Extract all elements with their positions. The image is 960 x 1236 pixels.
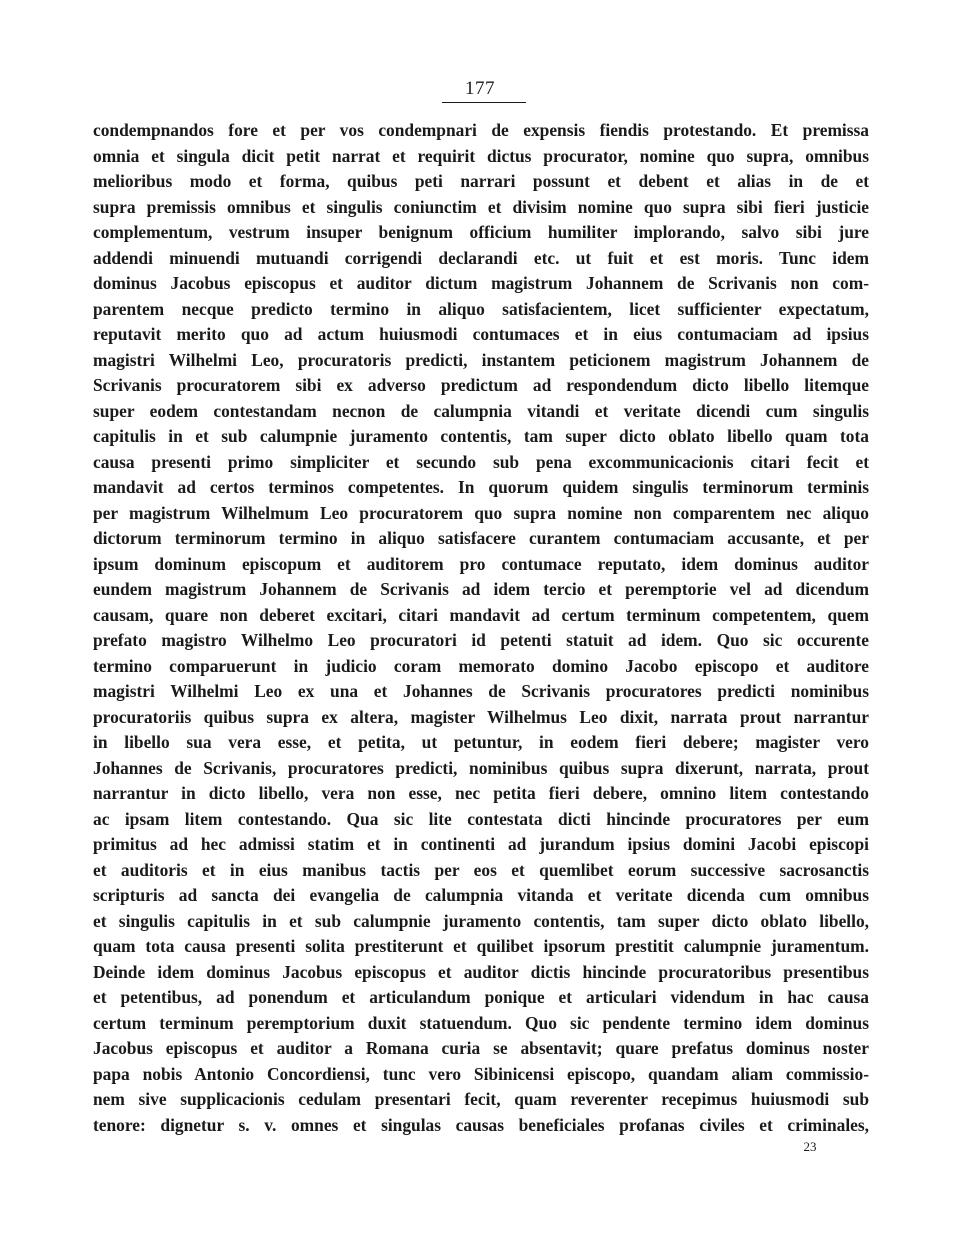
text-line: nem sive supplicacionis cedulam presentari fecit, quam reverenter recepimus huiusmodi sub	[93, 1089, 869, 1109]
text-line: procuratoriis quibus supra ex altera, magister Wilhelmus Leo dixit, narrata prout narrantur	[93, 706, 869, 727]
text-line: termino comparuerunt in judicio coram memorato domino Jacobo episcopo et auditore	[93, 655, 869, 676]
text-line: ipsum dominum episcopum et auditorem pro contumace reputato, idem dominus auditor	[93, 553, 869, 574]
text-line: primitus ad hec admissi statim et in continenti ad jurandum ipsius domini Jacobi episcopi	[93, 834, 869, 854]
body-text	[93, 118, 869, 1138]
text-line: et singulis capitulis in et sub calumpnie juramento contentis, tam super dicto oblato libello,	[93, 910, 869, 931]
text-line: capitulis in et sub calumpnie juramento contentis, tam super dicto oblato libello quam tota	[93, 426, 869, 446]
text-line: et petentibus, ad ponendum et articulandum ponique et articulari videndum in hac causa	[93, 987, 869, 1007]
text-line: Deinde idem dominus Jacobus episcopus et auditor dictis hincinde procuratoribus presentibus	[93, 961, 869, 982]
text-line: Jacobus episcopus et auditor a Romana curia se absentavit; quare prefatus dominus noster	[93, 1038, 869, 1058]
text-line: mandavit ad certos terminos competentes. In quorum quidem singulis terminorum terminis	[93, 477, 869, 497]
text-line: dominus Jacobus episcopus et auditor dictum magistrum Johannem de Scrivanis non com-	[93, 273, 869, 293]
text-line: dictorum terminorum termino in aliquo satisfacere curantem contumaciam accusante, et per	[93, 528, 869, 548]
signature-mark: 23	[803, 1139, 817, 1154]
text-line: eundem magistrum Johannem de Scrivanis ad idem tercio et peremptorie vel ad dicendum	[93, 579, 869, 599]
text-line: scripturis ad sancta dei evangelia de calumpnia vitanda et veritate dicenda cum omnibus	[93, 885, 869, 905]
text-line: melioribus modo et forma, quibus peti narrari possunt et debent et alias in de et	[93, 171, 869, 191]
text-line: Johannes de Scrivanis, procuratores predicti, nominibus quibus supra dixerunt, narrata, prout	[93, 757, 869, 778]
text-line: tenore: dignetur s. v. omnes et singulas causas beneficiales profanas civiles et criminales,	[93, 1114, 869, 1135]
text-line: condempnandos fore et per vos condempnari de expensis fiendis protestando. Et premissa	[93, 120, 869, 140]
text-line: reputavit merito quo ad actum huiusmodi contumaces et in eius contumaciam ad ipsius	[93, 324, 869, 344]
text-line: et auditoris et in eius manibus tactis per eos et quemlibet eorum successive sacrosanctis	[93, 859, 869, 880]
text-line: narrantur in dicto libello, vera non esse, nec petita fieri debere, omnino litem contestando	[93, 783, 869, 803]
text-line: addendi minuendi mutuandi corrigendi declarandi etc. ut fuit et est moris. Tunc idem	[93, 247, 869, 268]
text-line: parentem necque predicto termino in aliquo satisfacientem, licet sufficienter expectatum,	[93, 298, 869, 319]
text-line: causam, quare non deberet excitari, citari mandavit ad certum terminum competentem, quem	[93, 604, 869, 625]
text-line: Scrivanis procuratorem sibi ex adverso predictum ad respondendum dicto libello litemque	[93, 375, 869, 395]
text-line: magistri Wilhelmi Leo, procuratoris predicti, instantem peticionem magistrum Johannem de	[93, 349, 869, 370]
text-line: ac ipsam litem contestando. Qua sic lite contestata dicti hincinde procuratores per eum	[93, 808, 869, 829]
text-line: per magistrum Wilhelmum Leo procuratorem quo supra nomine non comparentem nec aliquo	[93, 502, 869, 523]
text-line: quam tota causa presenti solita prestiterunt et quilibet ipsorum prestitit calumpnie juramentum.	[93, 936, 869, 956]
text-line: prefato magistro Wilhelmo Leo procuratori id petenti statuit ad idem. Quo sic occurente	[93, 630, 869, 650]
text-line: in libello sua vera esse, et petita, ut petuntur, in eodem fieri debere; magister vero	[93, 732, 869, 752]
text-line: papa nobis Antonio Concordiensi, tunc vero Sibinicensi episcopo, quandam aliam commissio-	[93, 1063, 869, 1084]
text-line: causa presenti primo simpliciter et secundo sub pena excommunicacionis citari fecit et	[93, 451, 869, 472]
page-number: 177	[465, 78, 495, 99]
text-line: magistri Wilhelmi Leo ex una et Johannes de Scrivanis procuratores predicti nominibus	[93, 681, 869, 701]
text-line: omnia et singula dicit petit narrat et requirit dictus procurator, nomine quo supra, omnibus	[93, 145, 869, 166]
text-line: supra premissis omnibus et singulis coniunctim et divisim nomine quo supra sibi fieri justicie	[93, 196, 869, 217]
page-number-rule	[442, 102, 526, 103]
text-line: certum terminum peremptorium duxit statuendum. Quo sic pendente termino idem dominus	[93, 1012, 869, 1033]
text-line: complementum, vestrum insuper benignum officium humiliter implorando, salvo sibi jure	[93, 222, 869, 242]
text-line: super eodem contestandam necnon de calumpnia vitandi et veritate dicendi cum singulis	[93, 400, 869, 421]
